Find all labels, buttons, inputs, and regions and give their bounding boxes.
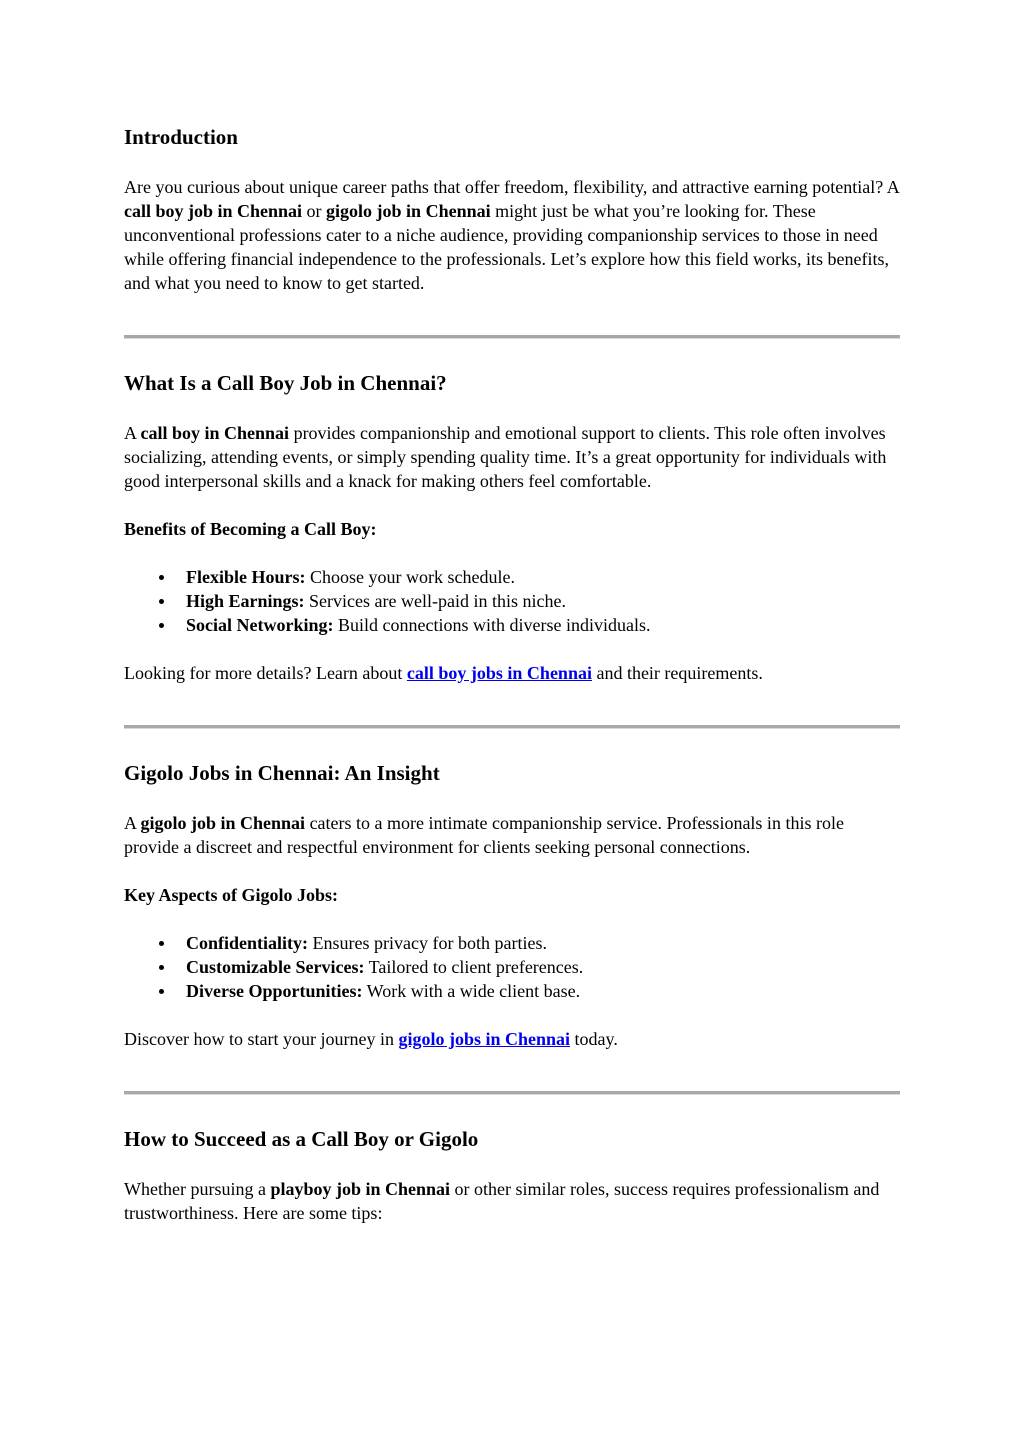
item-text: Build connections with diverse individuals. xyxy=(333,615,651,635)
text-run: Whether pursuing a xyxy=(124,1179,271,1199)
gigolo-paragraph xyxy=(124,811,900,859)
call-boy-paragraph xyxy=(124,421,900,493)
list-item xyxy=(124,979,900,1003)
text-run: caters to a more intimate companionship service. Professionals in this role provide a discreet and respectful environment for clients seeking personal connections. xyxy=(124,813,844,857)
bold-term: gigolo job in Chennai xyxy=(326,201,491,221)
item-label: Flexible Hours: xyxy=(186,567,306,587)
journey-paragraph xyxy=(124,1027,900,1051)
bold-term: call boy job in Chennai xyxy=(124,201,303,221)
bold-term: gigolo job in Chennai xyxy=(140,813,306,833)
text-run: and their requirements. xyxy=(591,663,763,683)
section-divider xyxy=(124,1091,900,1095)
text-run: A xyxy=(124,813,141,833)
subheading-benefits: Benefits of Becoming a Call Boy: xyxy=(124,519,377,539)
bold-term: call boy in Chennai xyxy=(140,423,290,443)
item-label: Social Networking: xyxy=(186,615,334,635)
section-divider xyxy=(124,725,900,729)
item-label: Diverse Opportunities: xyxy=(186,981,363,1001)
heading-gigolo: Gigolo Jobs in Chennai: An Insight xyxy=(124,761,440,785)
text-run: might just be what you’re looking for. These unconventional professions cater to a niche audience, providing companionship services to those in need while offering financial independence to the professionals. Let’s explore how this field works, its benefits, and what you need to know to get started. xyxy=(124,201,889,293)
item-text: Choose your work schedule. xyxy=(305,567,515,587)
text-run: provides companionship and emotional support to clients. This role often involves socializing, attending events, or simply spending quality time. It’s a great opportunity for individuals with good interpersonal skills and a knack for making others feel comfortable. xyxy=(124,423,887,491)
text-run: Are you curious about unique career paths that offer freedom, flexibility, and attractive earning potential? A xyxy=(124,177,899,197)
text-run: A xyxy=(124,423,141,443)
item-text: Ensures privacy for both parties. xyxy=(308,933,547,953)
text-run: Discover how to start your journey in xyxy=(124,1029,399,1049)
text-run: today. xyxy=(570,1029,618,1049)
heading-introduction: Introduction xyxy=(124,125,238,149)
benefits-list xyxy=(124,565,900,637)
list-item xyxy=(124,955,900,979)
item-text: Tailored to client preferences. xyxy=(364,957,584,977)
bold-term: playboy job in Chennai xyxy=(270,1179,451,1199)
section-introduction xyxy=(124,122,900,295)
call-boy-jobs-link[interactable]: call boy jobs in Chennai xyxy=(406,663,592,683)
section-call-boy xyxy=(124,368,900,685)
aspects-list xyxy=(124,931,900,1003)
list-item xyxy=(124,589,900,613)
more-details-paragraph xyxy=(124,661,900,685)
item-label: High Earnings: xyxy=(186,591,305,611)
section-gigolo xyxy=(124,758,900,1051)
item-text: Work with a wide client base. xyxy=(362,981,581,1001)
item-label: Confidentiality: xyxy=(186,933,309,953)
item-label: Customizable Services: xyxy=(186,957,365,977)
section-succeed xyxy=(124,1124,900,1225)
intro-paragraph xyxy=(124,175,900,295)
list-item xyxy=(124,931,900,955)
list-item xyxy=(124,613,900,637)
heading-call-boy: What Is a Call Boy Job in Chennai? xyxy=(124,371,447,395)
text-run: or other similar roles, success requires professionalism and trustworthiness. Here are some tips: xyxy=(124,1179,880,1223)
heading-succeed: How to Succeed as a Call Boy or Gigolo xyxy=(124,1127,479,1151)
document-content xyxy=(124,122,900,1225)
text-run: or xyxy=(302,201,327,221)
succeed-paragraph xyxy=(124,1177,900,1225)
gigolo-jobs-link[interactable]: gigolo jobs in Chennai xyxy=(398,1029,570,1049)
text-run: Looking for more details? Learn about xyxy=(124,663,407,683)
subheading-aspects: Key Aspects of Gigolo Jobs: xyxy=(124,885,338,905)
list-item xyxy=(124,565,900,589)
item-text: Services are well-paid in this niche. xyxy=(304,591,566,611)
section-divider xyxy=(124,335,900,339)
